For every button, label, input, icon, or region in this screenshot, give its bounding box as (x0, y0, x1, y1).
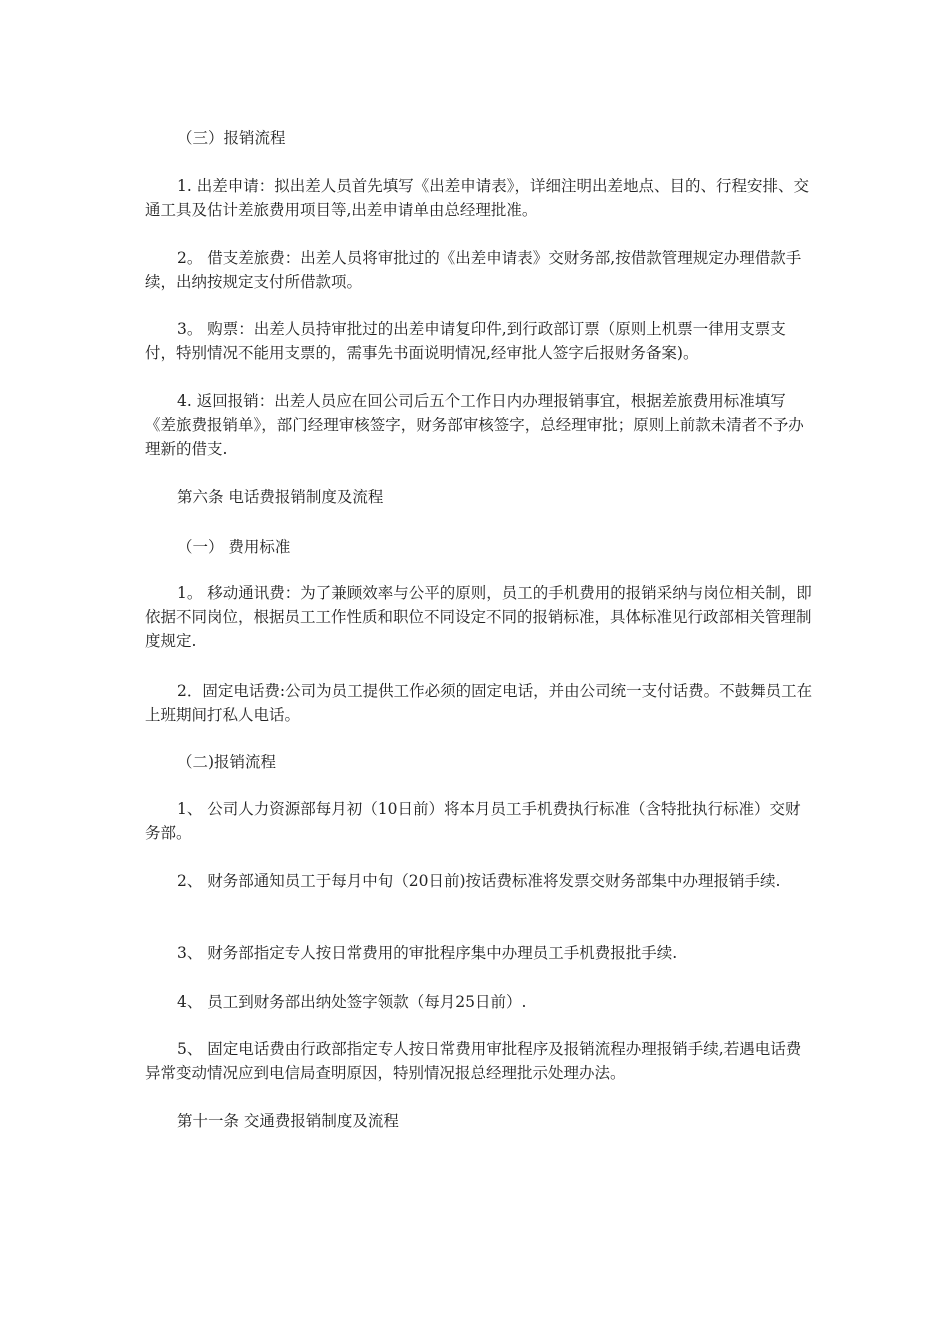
paragraph-landline-expense: 2．固定电话费:公司为员工提供工作必须的固定电话，并由公司统一支付话费。不鼓舞员工在上班期间打私人电话。 (145, 682, 813, 724)
paragraph-approval-procedure: 3、 财务部指定专人按日常费用的审批程序集中办理员工手机费报批手续. (177, 944, 678, 962)
article-heading-transport-expense: 第十一条 交通费报销制度及流程 (177, 1112, 399, 1130)
paragraph-landline-reimbursement: 5、 固定电话费由行政部指定专人按日常费用审批程序及报销流程办理报销手续,若遇电话费异常变动情况应到电信局查明原因，特别情况报总经理批示处理办法。 (145, 1040, 802, 1082)
paragraph-ticket-purchase: 3。 购票：出差人员持审批过的出差申请复印件,到行政部订票（原则上机票一律用支票支付，特别情况不能用支票的，需事先书面说明情况,经审批人签字后报财务备案)。 (145, 320, 786, 362)
paragraph-mobile-expense: 1。 移动通讯费：为了兼顾效率与公平的原则，员工的手机费用的报销采纳与岗位相关制，即依据不同岗位，根据员工工作性质和职位不同设定不同的报销标准，具体标准见行政部相关管理制度规定. (145, 584, 812, 650)
section-heading-reimbursement-process: （三）报销流程 (177, 129, 286, 147)
paragraph-invoice-submission: 2、 财务部通知员工于每月中旬（20日前)按话费标准将发票交财务部集中办理报销手续. (177, 872, 781, 890)
paragraph-hr-standard-submission: 1、 公司人力资源部每月初（10日前）将本月员工手机费执行标准（含特批执行标准）交财务部。 (145, 800, 801, 842)
section-heading-expense-standard: （一） 费用标准 (177, 538, 291, 556)
section-heading-phone-process: （二)报销流程 (177, 753, 277, 771)
paragraph-return-reimbursement: 4. 返回报销：出差人员应在回公司后五个工作日内办理报销事宜，根据差旅费用标准填写《差旅费报销单》，部门经理审核签字，财务部审核签字，总经理审批；原则上前款未清者不予办理新的借支. (145, 392, 804, 458)
paragraph-travel-application: 1. 出差申请：拟出差人员首先填写《出差申请表》，详细注明出差地点、目的、行程安排、交通工具及估计差旅费用项目等,出差申请单由总经理批准。 (145, 177, 809, 219)
paragraph-payment-collection: 4、 员工到财务部出纳处签字领款（每月25日前）. (177, 993, 527, 1011)
article-heading-phone-expense: 第六条 电话费报销制度及流程 (177, 488, 384, 506)
paragraph-travel-advance: 2。 借支差旅费：出差人员将审批过的《出差申请表》交财务部,按借款管理规定办理借款手续，出纳按规定支付所借款项。 (145, 249, 802, 291)
